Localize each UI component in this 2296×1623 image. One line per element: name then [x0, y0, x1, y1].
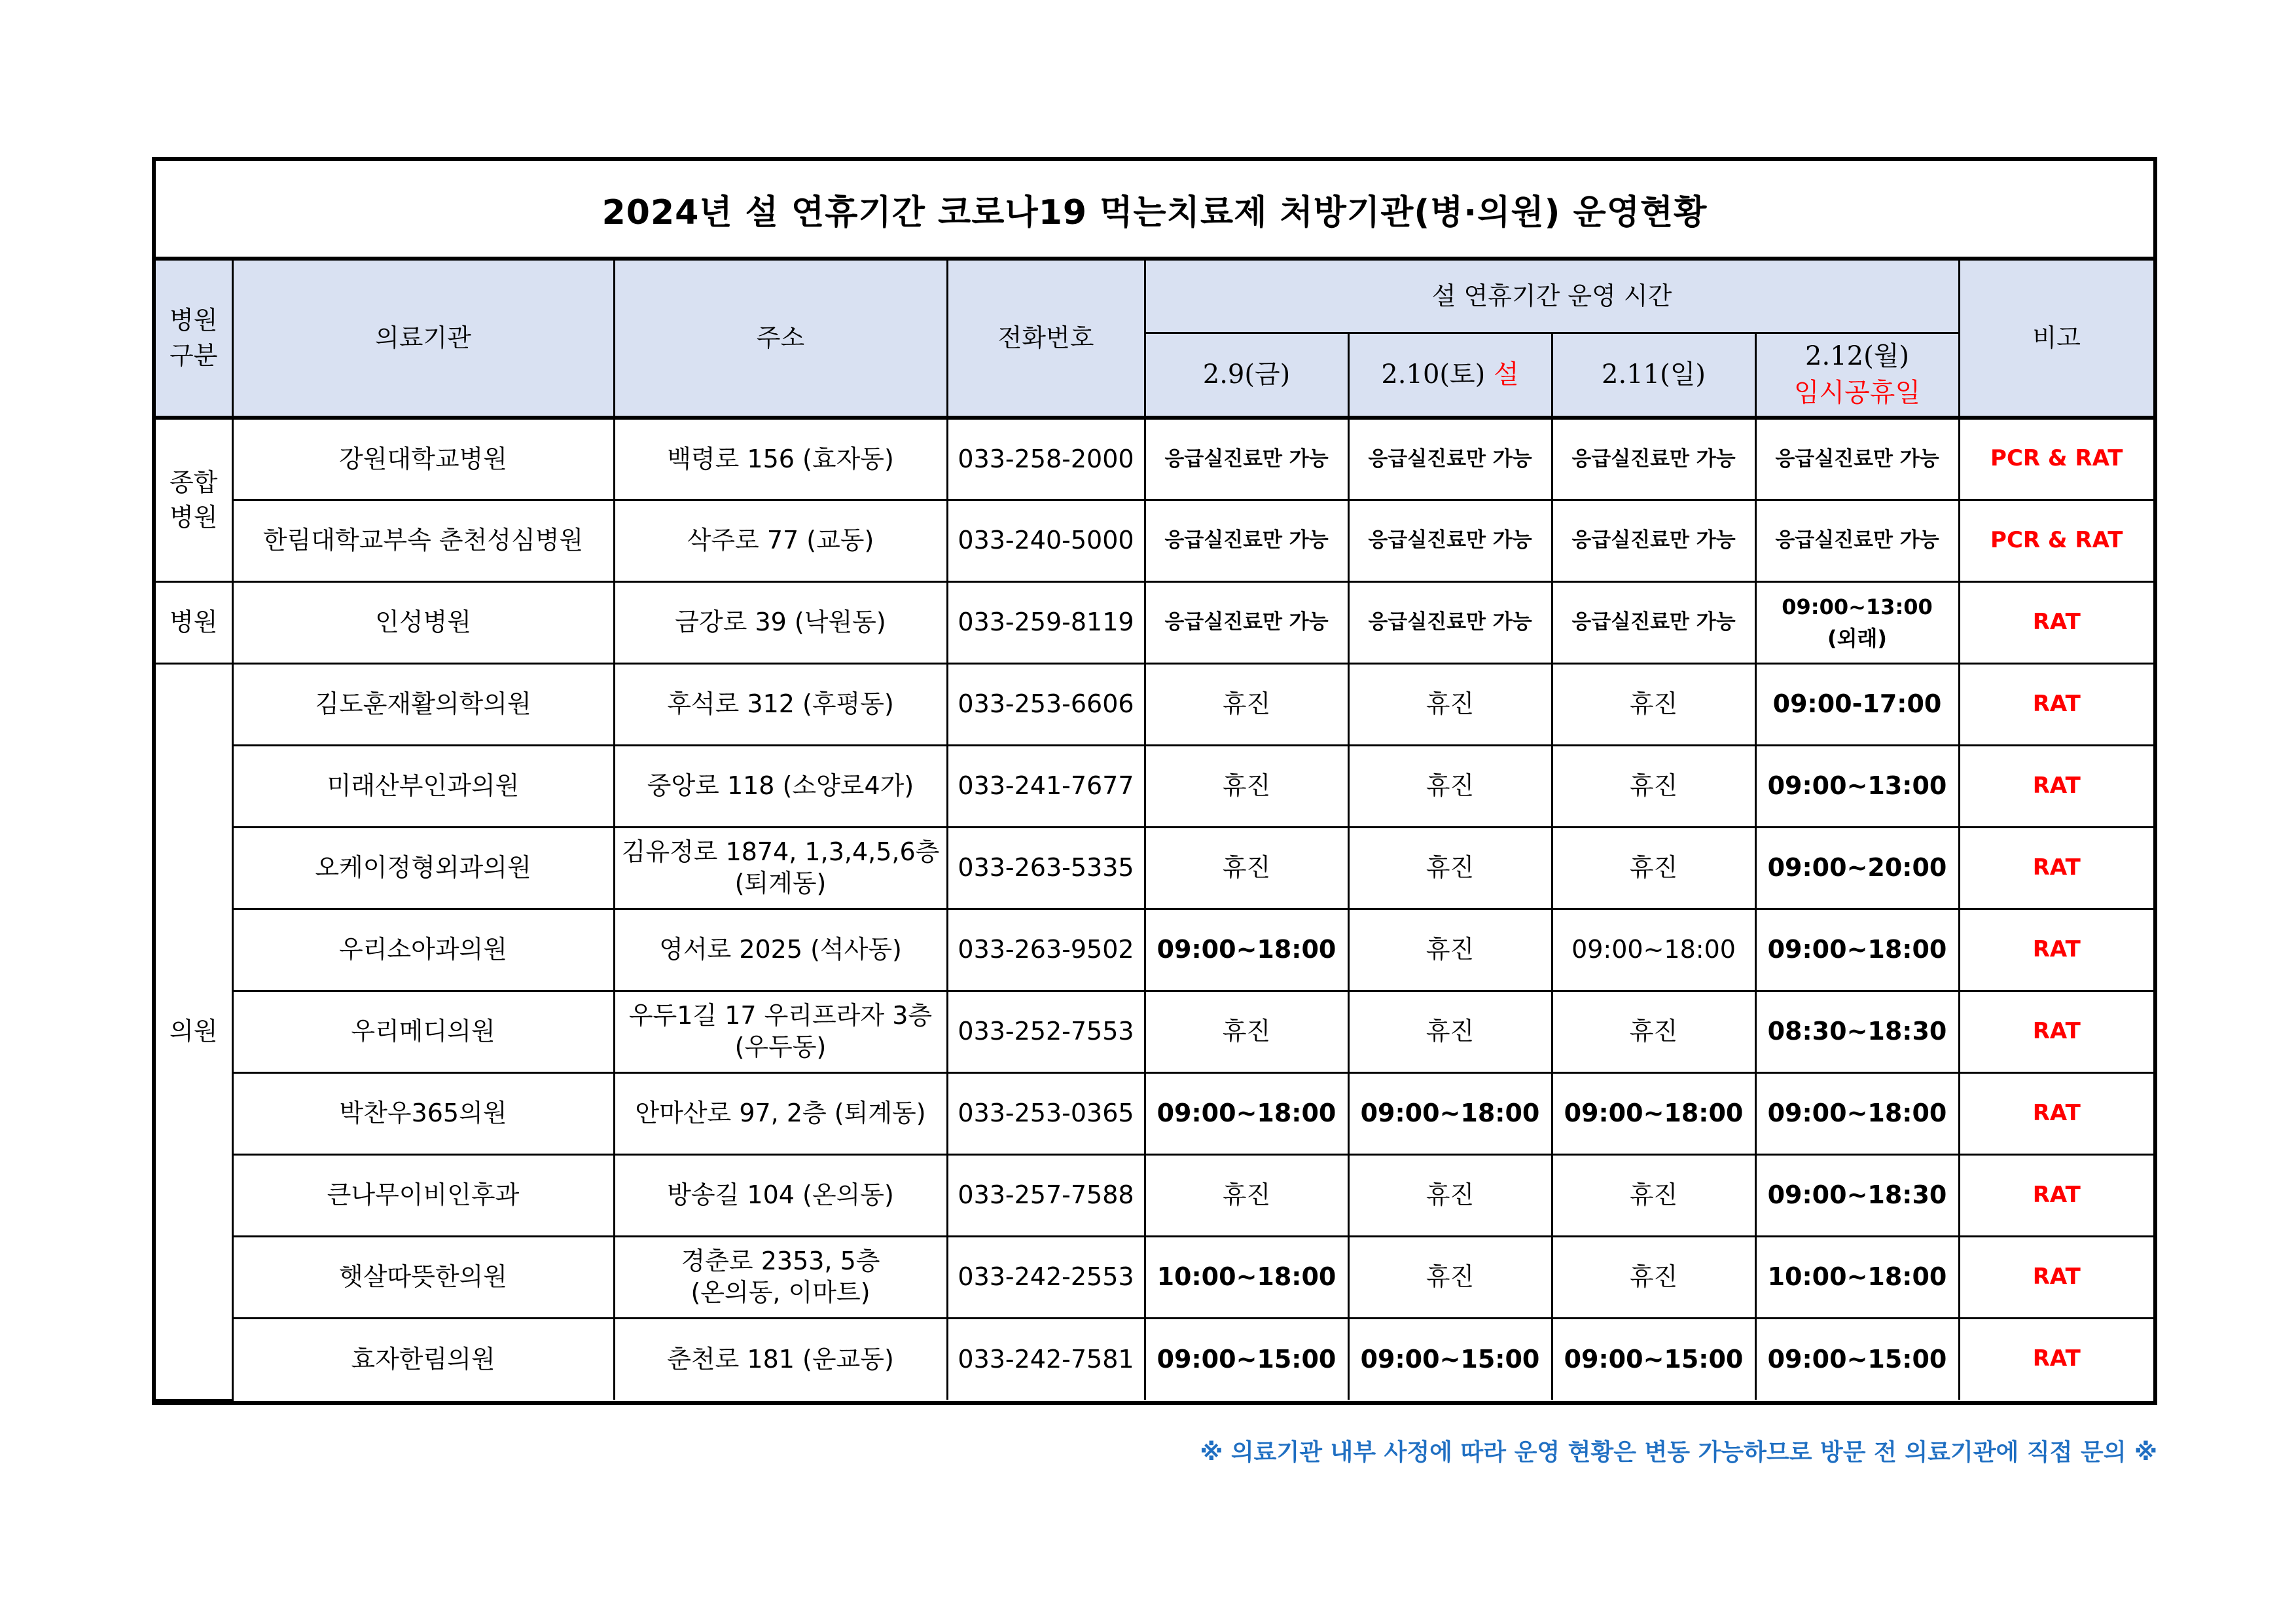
hours-cell: 응급실진료만 가능 [1552, 418, 1755, 500]
header-date-4: 2.12(월) 임시공휴일 [1755, 333, 1959, 418]
hours-cell: 휴진 [1145, 991, 1348, 1072]
phone-cell: 033-258-2000 [947, 418, 1145, 500]
category-cell: 의원 [156, 663, 232, 1400]
hours-cell: 09:00~18:00 [1755, 1072, 1959, 1154]
address-cell: 우두1길 17 우리프라자 3층 (우두동) [614, 991, 947, 1072]
hours-cell: 응급실진료만 가능 [1145, 418, 1348, 500]
table-body [156, 418, 2153, 1400]
phone-cell: 033-253-0365 [947, 1072, 1145, 1154]
category-cell: 병원 [156, 581, 232, 663]
table-row [156, 745, 2153, 827]
phone-cell: 033-263-9502 [947, 909, 1145, 991]
hours-cell: 휴진 [1348, 745, 1552, 827]
address-cell: 춘천로 181 (운교동) [614, 1318, 947, 1400]
hours-cell: 응급실진료만 가능 [1145, 500, 1348, 581]
hours-cell: 휴진 [1348, 1236, 1552, 1318]
address-cell: 중앙로 118 (소양로4가) [614, 745, 947, 827]
hours-cell: 09:00~18:00 [1145, 1072, 1348, 1154]
phone-cell: 033-257-7588 [947, 1154, 1145, 1236]
hours-cell: 응급실진료만 가능 [1755, 418, 1959, 500]
table-header [156, 261, 2153, 418]
table-row [156, 1072, 2153, 1154]
hours-cell: 09:00~15:00 [1755, 1318, 1959, 1400]
hours-cell: 응급실진료만 가능 [1348, 581, 1552, 663]
institution-table [156, 261, 2153, 1401]
note-cell: RAT [1959, 581, 2153, 663]
hours-cell: 응급실진료만 가능 [1145, 581, 1348, 663]
table-row [156, 663, 2153, 745]
address-cell: 김유정로 1874, 1,3,4,5,6층 (퇴계동) [614, 827, 947, 909]
hours-cell: 휴진 [1552, 827, 1755, 909]
institution-name: 강원대학교병원 [232, 418, 614, 500]
hours-cell: 09:00~15:00 [1145, 1318, 1348, 1400]
hours-cell: 휴진 [1552, 991, 1755, 1072]
header-date-2: 2.10(토) 설 [1348, 333, 1552, 418]
note-cell: RAT [1959, 991, 2153, 1072]
address-cell: 경춘로 2353, 5층 (온의동, 이마트) [614, 1236, 947, 1318]
table-row [156, 581, 2153, 663]
note-cell: PCR & RAT [1959, 500, 2153, 581]
table-row [156, 827, 2153, 909]
table-row [156, 1318, 2153, 1400]
category-cell: 종합 병원 [156, 418, 232, 581]
table-row [156, 909, 2153, 991]
header-hours-group: 설 연휴기간 운영 시간 [1145, 261, 1959, 333]
header-institution: 의료기관 [232, 261, 614, 418]
address-cell: 후석로 312 (후평동) [614, 663, 947, 745]
institution-name: 큰나무이비인후과 [232, 1154, 614, 1236]
hours-cell: 응급실진료만 가능 [1755, 500, 1959, 581]
hours-cell: 휴진 [1145, 745, 1348, 827]
header-note: 비고 [1959, 261, 2153, 418]
header-category-line1: 병원 [170, 306, 218, 335]
phone-cell: 033-240-5000 [947, 500, 1145, 581]
phone-cell: 033-259-8119 [947, 581, 1145, 663]
hours-cell: 09:00~15:00 [1348, 1318, 1552, 1400]
phone-cell: 033-241-7677 [947, 745, 1145, 827]
note-cell: RAT [1959, 827, 2153, 909]
note-cell: RAT [1959, 1236, 2153, 1318]
hours-cell: 휴진 [1348, 827, 1552, 909]
header-category [156, 261, 232, 418]
document-frame [152, 157, 2157, 1405]
phone-cell: 033-242-7581 [947, 1318, 1145, 1400]
hours-cell: 09:00~18:00 [1552, 1072, 1755, 1154]
note-cell: RAT [1959, 663, 2153, 745]
footnote: ※ 의료기관 내부 사정에 따라 운영 현황은 변동 가능하므로 방문 전 의료기관에 직접 문의 ※ [1200, 1439, 2157, 1466]
header-category-line2: 구분 [170, 340, 218, 370]
holiday-tag: 설 [1494, 359, 1519, 390]
hours-cell: 응급실진료만 가능 [1348, 418, 1552, 500]
note-cell: RAT [1959, 1318, 2153, 1400]
institution-name: 햇살따뜻한의원 [232, 1236, 614, 1318]
hours-cell: 응급실진료만 가능 [1552, 581, 1755, 663]
note-cell: RAT [1959, 1072, 2153, 1154]
address-cell: 방송길 104 (온의동) [614, 1154, 947, 1236]
note-cell: RAT [1959, 745, 2153, 827]
hours-cell: 08:30~18:30 [1755, 991, 1959, 1072]
hours-cell: 09:00~18:00 [1755, 909, 1959, 991]
note-cell: RAT [1959, 909, 2153, 991]
hours-cell: 09:00~20:00 [1755, 827, 1959, 909]
hours-cell: 휴진 [1145, 663, 1348, 745]
phone-cell: 033-252-7553 [947, 991, 1145, 1072]
hours-cell: 휴진 [1348, 663, 1552, 745]
institution-name: 박찬우365의원 [232, 1072, 614, 1154]
table-row [156, 1154, 2153, 1236]
phone-cell: 033-242-2553 [947, 1236, 1145, 1318]
institution-name: 우리메디의원 [232, 991, 614, 1072]
header-address: 주소 [614, 261, 947, 418]
hours-cell: 휴진 [1145, 827, 1348, 909]
table-row [156, 418, 2153, 500]
hours-cell: 휴진 [1348, 1154, 1552, 1236]
address-cell: 백령로 156 (효자동) [614, 418, 947, 500]
institution-name: 인성병원 [232, 581, 614, 663]
institution-name: 우리소아과의원 [232, 909, 614, 991]
phone-cell: 033-263-5335 [947, 827, 1145, 909]
hours-cell: 09:00~18:00 [1552, 909, 1755, 991]
hours-cell: 09:00-17:00 [1755, 663, 1959, 745]
hours-cell: 응급실진료만 가능 [1348, 500, 1552, 581]
hours-cell: 휴진 [1348, 909, 1552, 991]
hours-cell: 10:00~18:00 [1755, 1236, 1959, 1318]
hours-cell: 휴진 [1552, 1236, 1755, 1318]
hours-cell: 휴진 [1348, 991, 1552, 1072]
table-row [156, 500, 2153, 581]
institution-name: 미래산부인과의원 [232, 745, 614, 827]
header-date-1: 2.9(금) [1145, 333, 1348, 418]
hours-cell: 휴진 [1145, 1154, 1348, 1236]
holiday-tag: 임시공휴일 [1793, 378, 1921, 409]
hours-cell: 09:00~13:00 (외래) [1755, 581, 1959, 663]
header-phone: 전화번호 [947, 261, 1145, 418]
page-title: 2024년 설 연휴기간 코로나19 먹는치료제 처방기관(병·의원) 운영현황 [156, 161, 2153, 261]
note-cell: RAT [1959, 1154, 2153, 1236]
hours-cell: 09:00~18:00 [1348, 1072, 1552, 1154]
hours-cell: 09:00~18:30 [1755, 1154, 1959, 1236]
institution-name: 효자한림의원 [232, 1318, 614, 1400]
address-cell: 금강로 39 (낙원동) [614, 581, 947, 663]
address-cell: 안마산로 97, 2층 (퇴계동) [614, 1072, 947, 1154]
hours-cell: 휴진 [1552, 745, 1755, 827]
institution-name: 오케이정형외과의원 [232, 827, 614, 909]
table-row [156, 1236, 2153, 1318]
address-cell: 영서로 2025 (석사동) [614, 909, 947, 991]
hours-cell: 휴진 [1552, 1154, 1755, 1236]
institution-name: 김도훈재활의학의원 [232, 663, 614, 745]
hours-cell: 10:00~18:00 [1145, 1236, 1348, 1318]
hours-cell: 휴진 [1552, 663, 1755, 745]
table-row [156, 991, 2153, 1072]
hours-cell: 09:00~15:00 [1552, 1318, 1755, 1400]
hours-cell: 09:00~13:00 [1755, 745, 1959, 827]
note-cell: PCR & RAT [1959, 418, 2153, 500]
hours-cell: 09:00~18:00 [1145, 909, 1348, 991]
institution-name: 한림대학교부속 춘천성심병원 [232, 500, 614, 581]
address-cell: 삭주로 77 (교동) [614, 500, 947, 581]
hours-cell: 응급실진료만 가능 [1552, 500, 1755, 581]
phone-cell: 033-253-6606 [947, 663, 1145, 745]
header-date-3: 2.11(일) [1552, 333, 1755, 418]
